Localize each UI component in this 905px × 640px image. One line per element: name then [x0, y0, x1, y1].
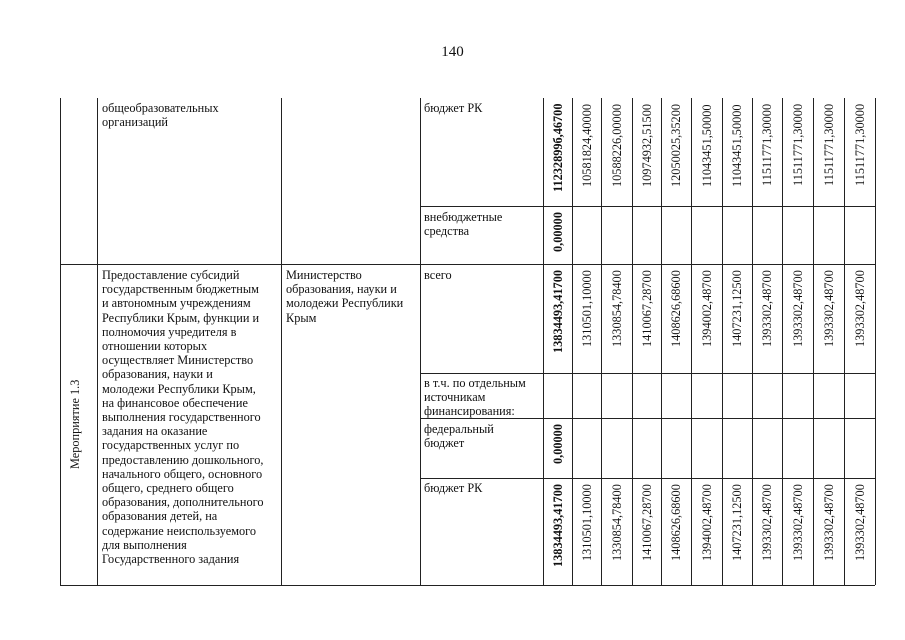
page-number: 140 — [441, 44, 464, 60]
column-line — [661, 98, 662, 585]
value-measure_block-0-1: 1330854,78400 — [609, 270, 624, 347]
total-measure_block-0: 13834493,41700 — [550, 270, 565, 354]
value-top_block-0-9: 11511771,30000 — [852, 104, 867, 187]
value-measure_block-0-7: 1393302,48700 — [790, 270, 805, 347]
row-line — [420, 418, 875, 419]
total-top_block-0: 11232899б,46700 — [550, 104, 565, 193]
column-line — [543, 98, 544, 585]
measure-executor: Министерство образования, науки и молодежи Республики Крым — [286, 268, 404, 325]
value-measure_block-3-6: 1393302,48700 — [760, 484, 774, 561]
value-top_block-0-3: 12050025,35200 — [669, 104, 683, 188]
total-top_block-1: 0,00000 — [550, 212, 565, 252]
row-line — [60, 264, 875, 265]
value-top_block-0-7: 11511771,30000 — [790, 104, 805, 187]
value-measure_block-3-8: 1393302,48700 — [821, 484, 836, 561]
value-measure_block-3-4: 1394002,48700 — [699, 484, 714, 561]
value-measure_block-3-2: 1410067,28700 — [639, 484, 654, 561]
total-measure_block-3: 13834493,41700 — [550, 484, 565, 568]
column-line — [782, 98, 783, 585]
value-top_block-0-4: 11043451,50000 — [699, 104, 714, 187]
value-measure_block-0-3: 1408626,68600 — [669, 270, 683, 347]
value-top_block-0-6: 11511771,30000 — [760, 104, 774, 187]
value-top_block-0-8: 11511771,30000 — [821, 104, 836, 187]
column-line — [60, 98, 61, 585]
source-measure-0: всего — [424, 268, 452, 282]
column-line — [281, 98, 282, 585]
row-line — [60, 585, 875, 586]
value-measure_block-0-2: 1410067,28700 — [639, 270, 654, 347]
column-line — [632, 98, 633, 585]
column-line — [752, 98, 753, 585]
source-top-0: бюджет РК — [424, 101, 483, 115]
column-line — [875, 98, 876, 585]
column-line — [420, 98, 421, 585]
value-measure_block-0-9: 1393302,48700 — [852, 270, 867, 347]
value-measure_block-3-7: 1393302,48700 — [790, 484, 805, 561]
value-measure_block-3-9: 1393302,48700 — [852, 484, 867, 561]
source-measure-1: в т.ч. по отдельным источникам финансирования: — [424, 376, 526, 419]
column-line — [601, 98, 602, 585]
column-line — [97, 98, 98, 585]
source-top-1: внебюджетные средства — [424, 210, 503, 239]
value-measure_block-0-8: 1393302,48700 — [821, 270, 836, 347]
budget-table — [60, 98, 875, 585]
row-line — [420, 206, 875, 207]
value-top_block-0-1: 10588226,00000 — [609, 104, 624, 188]
value-measure_block-3-0: 1310501,10000 — [579, 484, 594, 561]
source-measure-2: федеральный бюджет — [424, 422, 494, 451]
column-line — [572, 98, 573, 585]
top-description: общеобразовательных организаций — [102, 101, 219, 130]
column-line — [691, 98, 692, 585]
value-measure_block-3-5: 1407231,12500 — [730, 484, 744, 561]
value-measure_block-0-0: 1310501,10000 — [579, 270, 594, 347]
value-measure_block-0-4: 1394002,48700 — [699, 270, 714, 347]
value-top_block-0-2: 10974932,51500 — [639, 104, 654, 188]
column-line — [844, 98, 845, 585]
column-line — [813, 98, 814, 585]
value-measure_block-3-1: 1330854,78400 — [609, 484, 624, 561]
source-measure-3: бюджет РК — [424, 481, 483, 495]
column-line — [722, 98, 723, 585]
value-measure_block-3-3: 1408626,68600 — [669, 484, 683, 561]
row-line — [420, 373, 875, 374]
total-measure_block-2: 0,00000 — [550, 424, 565, 464]
value-top_block-0-0: 10581824,40000 — [579, 104, 594, 188]
value-measure_block-0-5: 1407231,12500 — [730, 270, 744, 347]
value-measure_block-0-6: 1393302,48700 — [760, 270, 774, 347]
measure-description: Предоставление субсидий государственным бюджетным и автономным учреждениям Республики Крым, функции и полномочия учредителя в отношении которых осуществляет Министерство образования, науки и молодежи Республики Крым, на финансовое обеспечение выполнения государственного задания на оказание государственных услуг по предоставлению дошкольного, начального общего, основного общего, среднего общего образования, дополнительного образования детей, на содержание неиспользуемого для выполнения Государственного задания — [102, 268, 264, 567]
measure-label: Мероприятие 1.3 — [68, 379, 82, 470]
row-line — [420, 478, 875, 479]
value-top_block-0-5: 11043451,50000 — [730, 104, 744, 187]
